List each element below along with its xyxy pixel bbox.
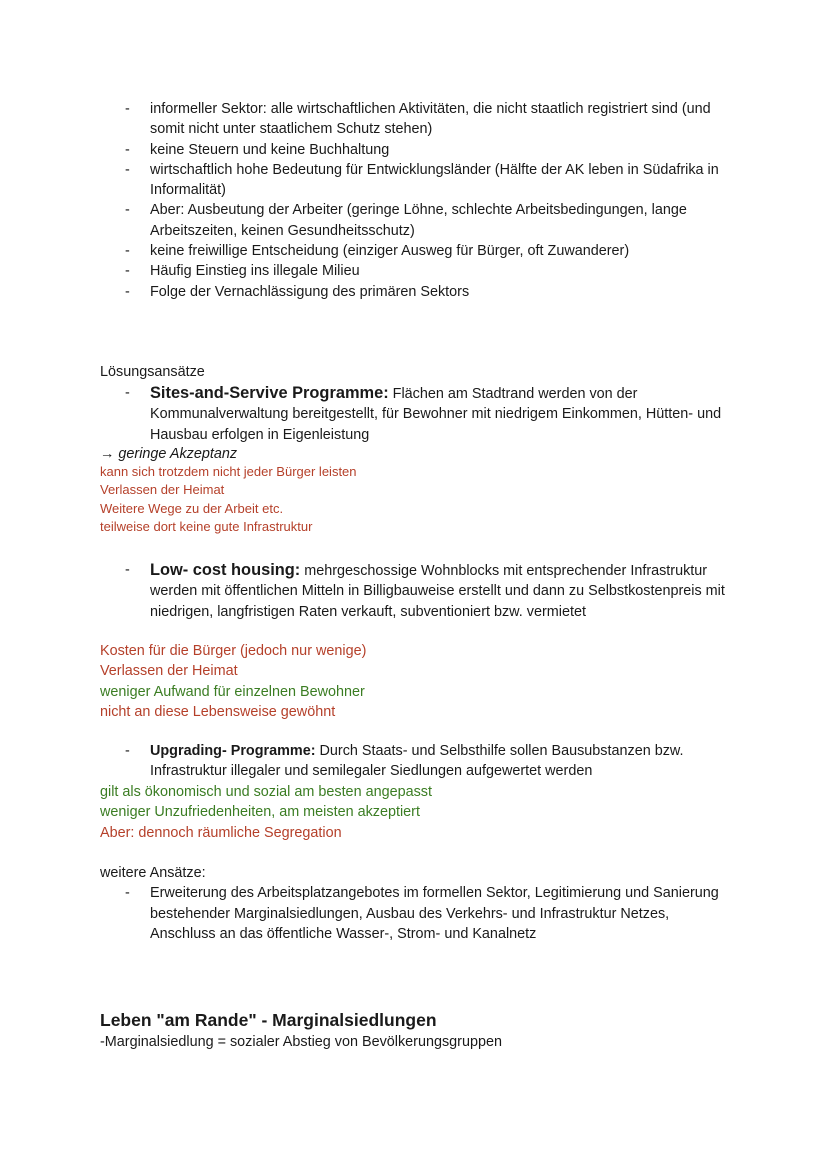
marginal-settlements-section: [0, 1009, 828, 1052]
definition: Flächen am Stadtrand werden von der Kommunalverwaltung bereitgestellt, für Bewohner mit niedrigem Einkommen, Hütten- und Hausbau erfolgen in Eigenleistung: [150, 386, 722, 443]
section-heading: Lösungsansätze: [100, 364, 205, 380]
list-item: - keine Steuern und keine Buchhaltung: [0, 140, 726, 160]
note: teilweise dort keine gute Infrastruktur: [100, 519, 313, 535]
note: Kosten für die Bürger (jedoch nur wenige): [100, 643, 367, 659]
list-item: - informeller Sektor: alle wirtschaftlichen Aktivitäten, die nicht staatlich registriert sind (und somit nicht unter staatlichem Schutz stehen): [0, 99, 726, 140]
informal-sector-list: [0, 99, 828, 302]
list-item: - keine freiwillige Entscheidung (einziger Ausweg für Bürger, oft Zuwanderer): [0, 241, 726, 261]
low-cost-notes: [0, 641, 828, 722]
note: gilt als ökonomisch und sozial am besten angepasst: [100, 784, 432, 800]
upgrading-notes: [0, 782, 828, 843]
note: nicht an diese Lebensweise gewöhnt: [100, 703, 336, 720]
definition: Durch Staats- und Selbsthilfe sollen Bausubstanzen bzw. Infrastruktur illegaler und semilegaler Siedlungen aufgewertet werden: [150, 743, 684, 780]
term: Upgrading- Programme:: [150, 743, 316, 759]
note: weniger Aufwand für einzelnen Bewohner: [100, 683, 365, 700]
sites-notes: [0, 445, 828, 537]
solutions-section: [0, 362, 828, 382]
note: Verlassen der Heimat: [100, 663, 238, 680]
list-item: - wirtschaftlich hohe Bedeutung für Entwicklungsländer (Hälfte der AK leben in Südafrika in Informalität): [0, 160, 726, 201]
note: Weitere Wege zu der Arbeit etc.: [100, 500, 284, 516]
list-item: - Aber: Ausbeutung der Arbeiter (geringe Löhne, schlechte Arbeitsbedingungen, lange Arbeitszeiten, keinen Gesundheitsschutz): [0, 200, 726, 241]
list-item: [0, 560, 726, 622]
definition: mehrgeschossige Wohnblocks mit entsprechender Infrastruktur werden mit öffentlichen Mitteln in Billigbauweise erstellt und dann zu Selbstkostenpreis mit niedrigen, langfristigen Raten verkauft, subventioniert bzw. vermietet: [150, 563, 725, 620]
arrow-note: → geringe Akzeptanz: [100, 446, 238, 462]
sites-and-service-block: [0, 383, 828, 445]
low-cost-housing-block: [0, 560, 828, 622]
note: Verlassen der Heimat: [100, 482, 225, 498]
upgrading-block: [0, 741, 828, 782]
section-title: Leben "am Rande" - Marginalsiedlungen: [100, 1010, 437, 1030]
note: Aber: dennoch räumliche Segregation: [100, 824, 342, 841]
list-item: - Folge der Vernachlässigung des primären Sektors: [0, 282, 726, 302]
note: kann sich trotzdem nicht jeder Bürger leisten: [100, 464, 357, 479]
note: weniger Unzufriedenheiten, am meisten akzeptiert: [100, 804, 420, 821]
term: Sites-and-Servive Programme:: [150, 384, 389, 402]
further-approaches: [0, 863, 828, 944]
list-item: - Erweiterung des Arbeitsplatzangebotes im formellen Sektor, Legitimierung und Sanierung bestehender Marginalsiedlungen, Ausbau des Verkehrs- und Infrastruktur Netzes, Anschluss an das öffentliche Wasser-, Strom- und Kanalnetz: [0, 883, 726, 944]
list-item: [0, 383, 726, 445]
term: Low- cost housing:: [150, 561, 301, 579]
section-heading: weitere Ansätze:: [100, 865, 206, 881]
list-item: [0, 741, 726, 782]
definition-line: -Marginalsiedlung = sozialer Abstieg von Bevölkerungsgruppen: [100, 1034, 502, 1050]
list-item: - Häufig Einstieg ins illegale Milieu: [0, 261, 726, 281]
